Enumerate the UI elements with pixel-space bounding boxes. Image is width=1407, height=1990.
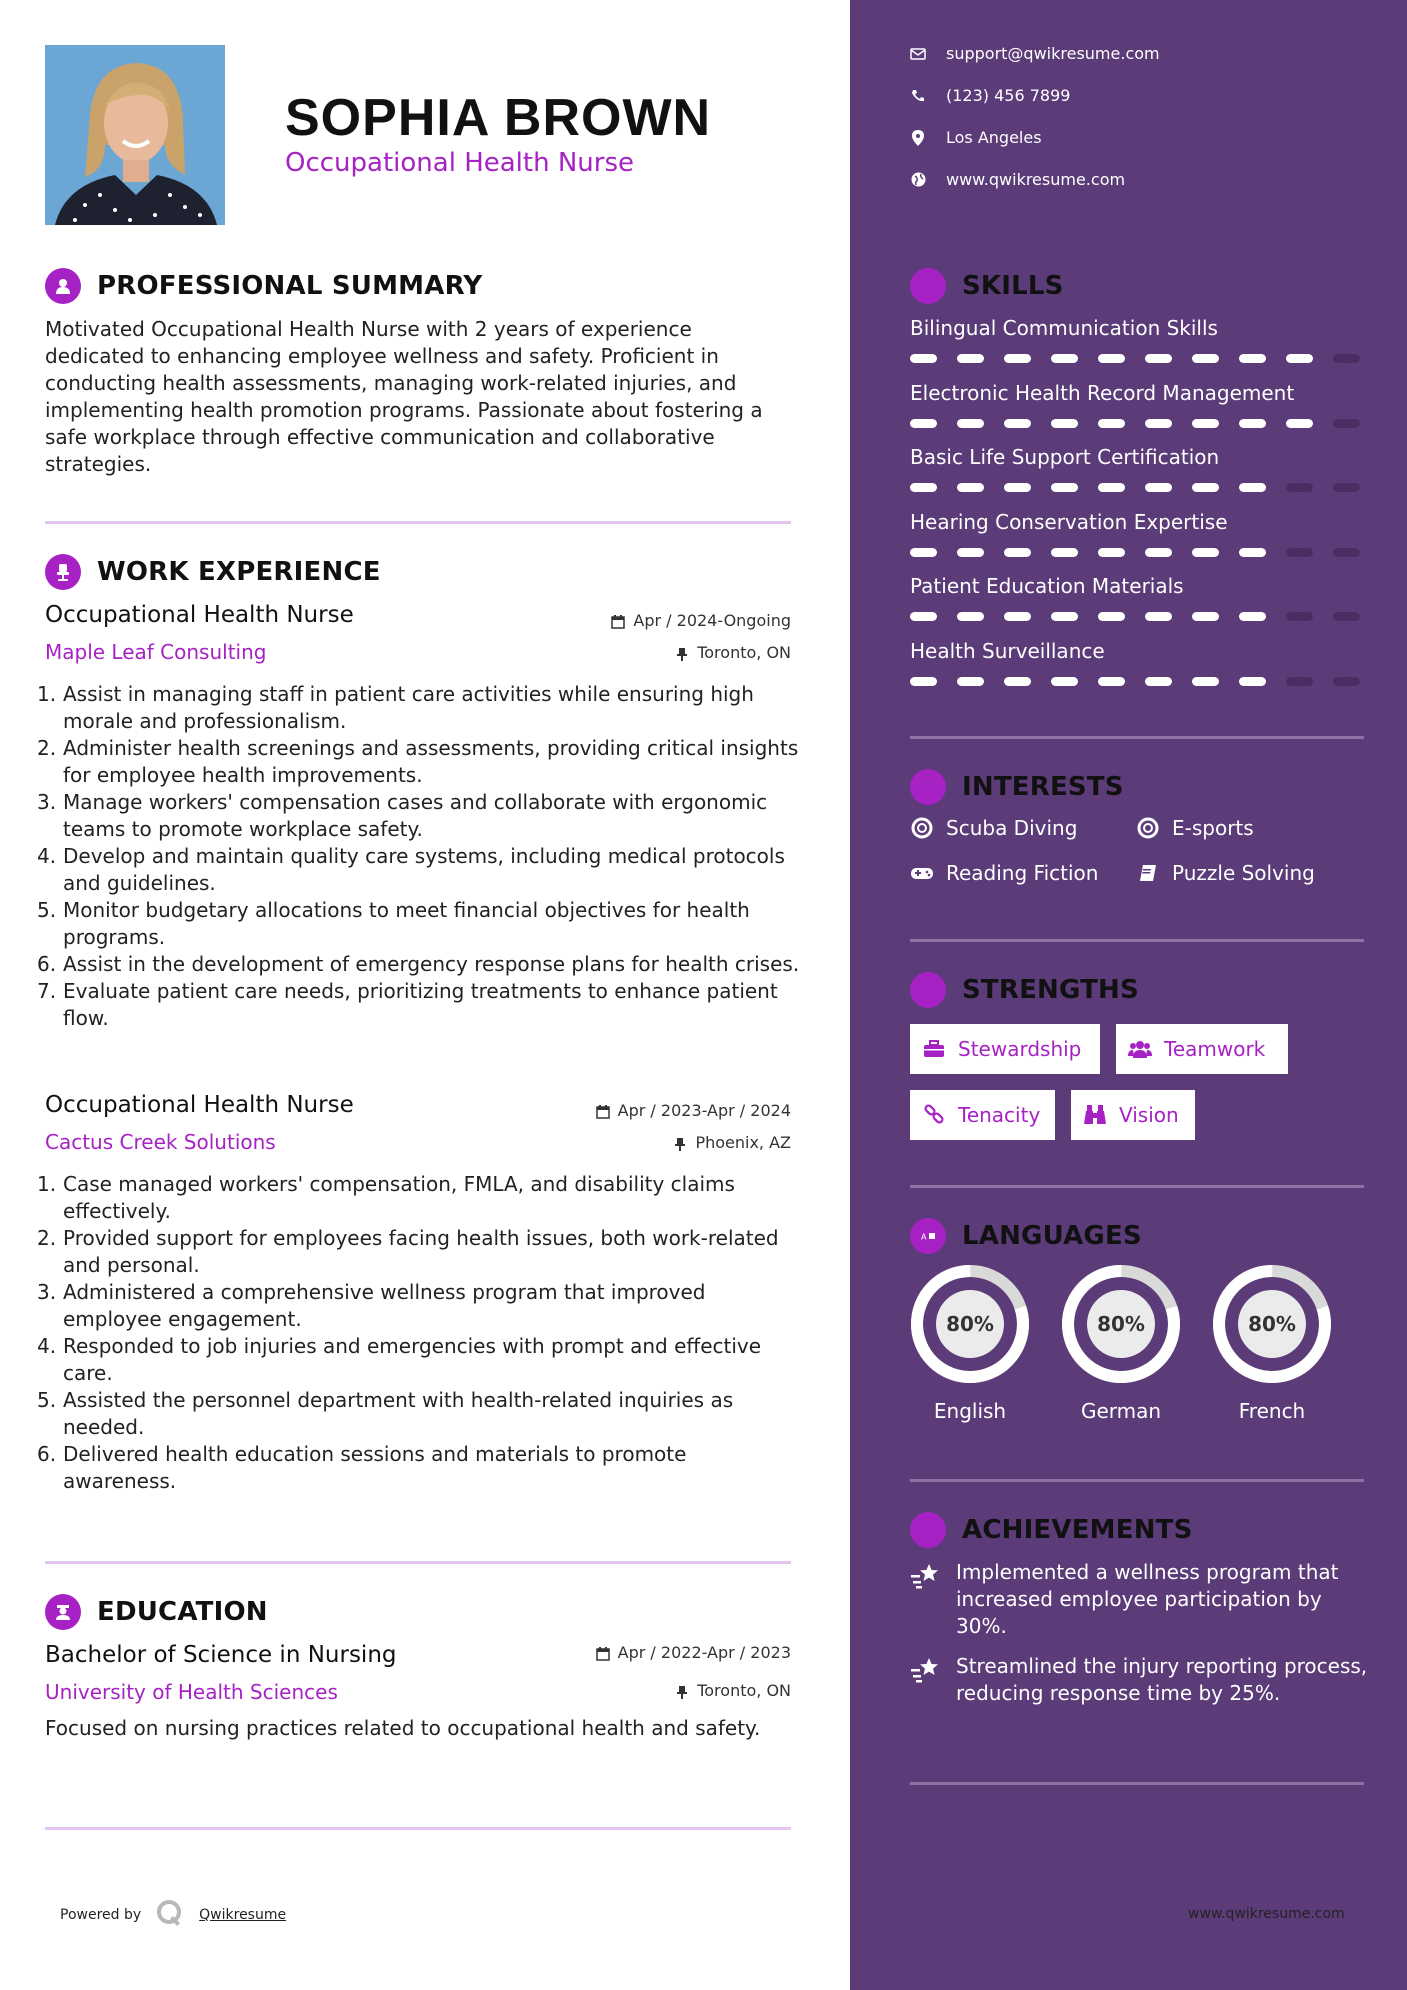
interests-title: INTERESTS (962, 772, 1124, 802)
skill-level-dash (1145, 354, 1172, 363)
list-item: 4. Develop and maintain quality care systems, including medical protocols and guidelines. (37, 844, 785, 895)
skill-level-meter (910, 419, 1360, 428)
skill-level-dash (957, 354, 984, 363)
education-heading (45, 1594, 268, 1630)
star-badge-icon (910, 1512, 946, 1548)
job-dates-text: Apr / 2023-Apr / 2024 (617, 1101, 791, 1120)
skill-level-dash (1286, 612, 1313, 621)
language-percent: 80% (1097, 1312, 1145, 1336)
achievement-item: Implemented a wellness program that increased employee participation by 30%. (910, 1559, 1370, 1640)
language-item (1211, 1263, 1333, 1423)
link-icon (922, 1103, 946, 1127)
skill-level-dash (1098, 612, 1125, 621)
language-gauge (909, 1263, 1031, 1385)
list-item: 3. Manage workers' compensation cases and collaborate with ergonomic teams to promote workplace safety. (37, 790, 768, 841)
skill-level-dash (1239, 419, 1266, 428)
skill-level-dash (1004, 483, 1031, 492)
skill-level-dash (1239, 612, 1266, 621)
skill-level-dash (1192, 548, 1219, 557)
candidate-name: SOPHIA BROWN (285, 89, 712, 147)
skill-level-dash (1333, 419, 1360, 428)
skill-level-dash (1145, 483, 1172, 492)
skill-label: Basic Life Support Certification (910, 445, 1220, 469)
language-name: English (933, 1399, 1007, 1423)
skill-level-dash (1333, 483, 1360, 492)
skill-level-dash (1051, 354, 1078, 363)
skill-level-dash (1286, 548, 1313, 557)
powered-by (60, 1898, 286, 1932)
section-divider (910, 1185, 1364, 1188)
gamepad-icon (910, 861, 934, 885)
skill-label: Patient Education Materials (910, 574, 1184, 598)
skills-heading (910, 268, 1064, 304)
footer-website[interactable]: www.qwikresume.com (1188, 1906, 1345, 1922)
skill-level-dash (1098, 483, 1125, 492)
languages-title: LANGUAGES (962, 1221, 1142, 1251)
skill-level-dash (1145, 548, 1172, 557)
skill-level-dash (910, 612, 937, 621)
strength-chip: Teamwork (1116, 1024, 1288, 1074)
graduate-icon (45, 1594, 81, 1630)
contact-email (910, 44, 1160, 63)
skill-level-meter (910, 483, 1360, 492)
skill-level-dash (910, 419, 937, 428)
section-divider (45, 1561, 791, 1564)
section-divider (45, 521, 791, 524)
list-item: 3. Administered a comprehensive wellness program that improved employee engagement. (37, 1280, 706, 1331)
education-location-text: Toronto, ON (697, 1681, 791, 1700)
skill-level-dash (957, 548, 984, 557)
shooting-star-icon (910, 1561, 942, 1593)
skill-level-dash (1004, 419, 1031, 428)
achievements-heading (910, 1512, 1193, 1548)
skill-level-dash (1098, 354, 1125, 363)
job-bullets (37, 681, 800, 1032)
skill-level-dash (1333, 548, 1360, 557)
skill-level-dash (1004, 677, 1031, 686)
language-gauge (1211, 1263, 1333, 1385)
education-dates (596, 1643, 791, 1662)
website-text[interactable]: www.qwikresume.com (946, 170, 1126, 189)
experience-heading (45, 554, 381, 590)
list-item: 6. Assist in the development of emergency response plans for health crises. (37, 952, 800, 976)
skill-level-dash (1286, 483, 1313, 492)
calendar-icon (596, 1646, 610, 1660)
interest-item: Reading Fiction (910, 861, 1098, 885)
calendar-icon (611, 614, 625, 628)
skill-level-dash (1051, 612, 1078, 621)
skill-level-dash (957, 612, 984, 621)
skill-level-meter (910, 677, 1360, 686)
skill-level-dash (1239, 354, 1266, 363)
list-item: 1. Assist in managing staff in patient care activities while ensuring high morale and professionalism. (37, 682, 754, 733)
skill-level-meter (910, 612, 1360, 621)
list-item: 5. Monitor budgetary allocations to meet financial objectives for health programs. (37, 898, 750, 949)
skill-level-dash (1098, 677, 1125, 686)
skill-level-dash (1239, 548, 1266, 557)
summary-heading (45, 268, 482, 304)
paper-plane-icon (910, 769, 946, 805)
interest-item: Puzzle Solving (1136, 861, 1315, 885)
job-location (673, 1133, 791, 1152)
interest-item: E-sports (1136, 816, 1254, 840)
skill-level-dash (1051, 548, 1078, 557)
job-title: Occupational Health Nurse (45, 602, 354, 628)
skill-level-dash (1192, 612, 1219, 621)
life-ring-icon (910, 816, 934, 840)
skill-level-dash (1192, 483, 1219, 492)
job-location-text: Toronto, ON (697, 643, 791, 662)
skill-level-dash (1051, 419, 1078, 428)
office-chair-icon (45, 554, 81, 590)
skill-level-dash (957, 419, 984, 428)
job-dates (611, 611, 791, 630)
qwikresume-link[interactable]: Qwikresume (199, 1907, 287, 1923)
interests-heading (910, 769, 1124, 805)
skill-level-dash (910, 548, 937, 557)
map-pin-icon (910, 130, 926, 146)
language-item (909, 1263, 1031, 1423)
users-icon (1128, 1037, 1152, 1061)
job-location-text: Phoenix, AZ (695, 1133, 791, 1152)
contact-website (910, 170, 1125, 189)
location-text: Los Angeles (946, 128, 1042, 147)
language-item (1060, 1263, 1182, 1423)
phone-text[interactable]: (123) 456 7899 (946, 86, 1071, 105)
skills-title: SKILLS (962, 271, 1064, 301)
skill-label: Hearing Conservation Expertise (910, 509, 1228, 534)
email-text[interactable]: support@qwikresume.com (946, 44, 1160, 63)
school-name: University of Health Sciences (45, 1680, 338, 1704)
skill-label: Electronic Health Record Management (910, 380, 1295, 405)
education-dates-text: Apr / 2022-Apr / 2023 (617, 1643, 791, 1662)
svg-text:A: A (921, 1232, 927, 1242)
achievement-item: Streamlined the injury reporting process, reducing response time by 25%. (910, 1653, 1370, 1707)
skill-level-dash (1239, 677, 1266, 686)
powered-by-label: Powered by (60, 1907, 142, 1923)
languages-heading (910, 1218, 1142, 1254)
section-divider (45, 1827, 791, 1830)
skill-level-dash (957, 483, 984, 492)
skill-level-dash (1145, 677, 1172, 686)
education-title: EDUCATION (97, 1597, 268, 1627)
list-item: 1. Case managed workers' compensation, FMLA, and disability claims effectively. (37, 1172, 735, 1223)
achievements-title: ACHIEVEMENTS (962, 1515, 1193, 1545)
skill-level-dash (1333, 677, 1360, 686)
language-percent: 80% (946, 1312, 994, 1336)
book-icon (1136, 861, 1160, 885)
phone-icon (910, 88, 926, 104)
skill-level-dash (1192, 419, 1219, 428)
skill-level-dash (1051, 677, 1078, 686)
skill-level-dash (1004, 612, 1031, 621)
skill-level-dash (1192, 354, 1219, 363)
skill-level-dash (1192, 677, 1219, 686)
skill-level-dash (910, 677, 937, 686)
job-location (675, 643, 791, 662)
list-item: 2. Administer health screenings and assessments, providing critical insights for employee health improvements. (37, 736, 799, 787)
education-location (675, 1681, 791, 1700)
degree-title: Bachelor of Science in Nursing (45, 1642, 397, 1668)
pin-icon (675, 1684, 689, 1698)
skill-level-dash (1333, 612, 1360, 621)
list-item: 5. Assisted the personnel department with health-related inquiries as needed. (37, 1388, 734, 1439)
candidate-role: Occupational Health Nurse (285, 148, 634, 178)
language-name: French (1238, 1399, 1306, 1423)
strength-chip: Vision (1071, 1090, 1195, 1140)
experience-title: WORK EXPERIENCE (97, 557, 381, 587)
job-dates (596, 1101, 791, 1120)
skill-label: Bilingual Communication Skills (910, 316, 1218, 340)
strengths-heading (910, 972, 1139, 1008)
job-company: Maple Leaf Consulting (45, 640, 267, 664)
skill-level-dash (910, 483, 937, 492)
contact-location (910, 128, 1042, 147)
qwikresume-logo-icon (155, 1898, 185, 1932)
education-text: Focused on nursing practices related to occupational health and safety. (45, 1716, 761, 1740)
skill-level-dash (1051, 483, 1078, 492)
pin-icon (675, 646, 689, 660)
skill-level-dash (1145, 419, 1172, 428)
list-item: 7. Evaluate patient care needs, prioritizing treatments to enhance patient flow. (37, 979, 778, 1030)
summary-title: PROFESSIONAL SUMMARY (97, 271, 483, 301)
strengths-title: STRENGTHS (962, 975, 1139, 1005)
job-bullets (37, 1171, 800, 1495)
briefcase-icon (922, 1037, 946, 1061)
skill-level-dash (1004, 354, 1031, 363)
job-title: Occupational Health Nurse (45, 1092, 354, 1118)
interest-item: Scuba Diving (910, 816, 1077, 840)
skill-level-dash (957, 677, 984, 686)
language-name: German (1080, 1399, 1162, 1423)
pin-icon (673, 1136, 687, 1150)
user-icon (45, 268, 81, 304)
job-company: Cactus Creek Solutions (45, 1130, 276, 1154)
envelope-icon (910, 46, 926, 62)
skill-level-dash (1145, 612, 1172, 621)
skill-level-meter (910, 354, 1360, 363)
section-divider (910, 1782, 1364, 1785)
language-gauge (1060, 1263, 1182, 1385)
summary-text: Motivated Occupational Health Nurse with 2 years of experience dedicated to enhancing employee wellness and safety. Proficient in conducting health assessments, managing work-related injuries, and implementing health promotion programs. Passionate about fostering a safe workplace through effective communication and collaborative strategies. (45, 317, 763, 476)
life-ring-icon (1136, 816, 1160, 840)
shooting-star-icon (910, 1655, 942, 1687)
skill-level-dash (1286, 354, 1313, 363)
strength-chip: Tenacity (910, 1090, 1055, 1140)
skill-level-dash (910, 354, 937, 363)
list-item: 2. Provided support for employees facing health issues, both work-related and personal. (37, 1226, 779, 1277)
profile-photo (45, 45, 225, 225)
skill-level-dash (1098, 419, 1125, 428)
skill-level-dash (1286, 419, 1313, 428)
skill-level-dash (1098, 548, 1125, 557)
job-dates-text: Apr / 2024-Ongoing (633, 611, 791, 630)
skill-label: Health Surveillance (910, 638, 1105, 663)
lightbulb-icon (910, 268, 946, 304)
calendar-icon (596, 1104, 610, 1118)
section-divider (910, 736, 1364, 739)
list-item: 6. Delivered health education sessions and materials to promote awareness. (37, 1442, 687, 1493)
language-percent: 80% (1248, 1312, 1296, 1336)
section-divider (910, 1479, 1364, 1482)
skill-level-meter (910, 548, 1360, 557)
binoculars-icon (1083, 1103, 1107, 1127)
globe-icon (910, 172, 926, 188)
section-divider (910, 939, 1364, 942)
skill-level-dash (1286, 677, 1313, 686)
strength-chip: Stewardship (910, 1024, 1100, 1074)
skill-level-dash (1004, 548, 1031, 557)
contact-phone (910, 86, 1070, 105)
language-icon (910, 1218, 946, 1254)
fist-icon (910, 972, 946, 1008)
skill-level-dash (1239, 483, 1266, 492)
list-item: 4. Responded to job injuries and emergencies with prompt and effective care. (37, 1334, 762, 1385)
skill-level-dash (1333, 354, 1360, 363)
